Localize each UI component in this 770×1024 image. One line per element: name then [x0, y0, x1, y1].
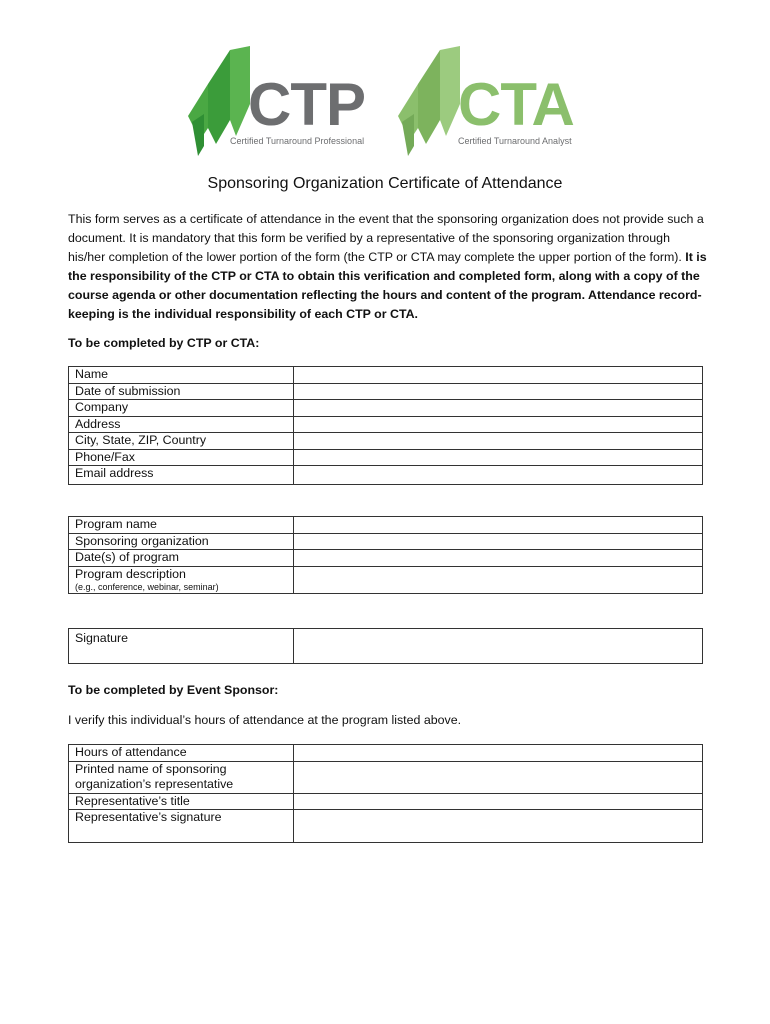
table-row — [69, 449, 703, 466]
program-description-note: (e.g., conference, webinar, seminar) — [75, 582, 219, 592]
ctp-logo — [186, 44, 381, 156]
intro-bold-text: It is the responsibility of the CTP or CTA to obtain this verification and completed form, along with a copy of the course agenda or other documentation reflecting the hours and content of the program. Attendance record-keeping is the individual responsibility of each CTP or CTA. — [68, 250, 707, 321]
field-label-sponsoring-organization: Sponsoring organization — [69, 533, 294, 550]
section-ctp-label: To be completed by CTP or CTA: — [68, 336, 260, 350]
section-sponsor-label: To be completed by Event Sponsor: — [68, 683, 279, 697]
page-title: Sponsoring Organization Certificate of Attendance — [207, 175, 563, 192]
field-input-sponsoring-organization[interactable] — [294, 533, 703, 550]
field-input-phone-fax[interactable] — [294, 449, 703, 466]
signature-table — [68, 628, 703, 664]
table-row — [69, 416, 703, 433]
field-input-signature[interactable] — [294, 629, 703, 664]
table-row — [69, 533, 703, 550]
field-label-date-of-submission: Date of submission — [69, 383, 294, 400]
printed-name-line-1: Printed name of sponsoring — [75, 761, 227, 776]
field-label-program-description — [69, 566, 294, 594]
verify-statement: I verify this individual’s hours of attendance at the program listed above. — [68, 713, 462, 727]
intro-plain-text: This form serves as a certificate of attendance in the event that the sponsoring organization does not provide such a document. It is mandatory that this form be verified by a representative of the sponsoring organization through his/her completion of the lower portion of the form (the CTP or CTA may complete the upper portion of the form). — [68, 212, 704, 264]
field-label-representative-title: Representative’s title — [69, 793, 294, 810]
field-input-email[interactable] — [294, 466, 703, 485]
ctp-logo-word: CTP — [248, 71, 365, 138]
field-label-company: Company — [69, 400, 294, 417]
table-row — [69, 629, 703, 664]
field-input-printed-name[interactable] — [294, 761, 703, 793]
intro-paragraph — [68, 210, 708, 324]
field-label-dates-of-program: Date(s) of program — [69, 550, 294, 567]
field-label-city-state-zip: City, State, ZIP, Country — [69, 433, 294, 450]
field-label-program-name: Program name — [69, 517, 294, 534]
field-label-printed-name — [69, 761, 294, 793]
field-input-program-description[interactable] — [294, 566, 703, 594]
table-row — [69, 550, 703, 567]
field-input-name[interactable] — [294, 367, 703, 384]
table-row — [69, 793, 703, 810]
cta-logo-subtitle: Certified Turnaround Analyst — [458, 136, 572, 146]
table-row — [69, 810, 703, 843]
table-row — [69, 367, 703, 384]
cta-stripes-icon — [396, 44, 466, 156]
field-input-representative-title[interactable] — [294, 793, 703, 810]
field-label-email: Email address — [69, 466, 294, 485]
field-label-representative-signature: Representative’s signature — [69, 810, 294, 843]
cta-logo-word: CTA — [458, 71, 574, 138]
table-row — [69, 745, 703, 762]
field-input-hours-of-attendance[interactable] — [294, 745, 703, 762]
cta-logo — [396, 44, 591, 156]
field-input-date-of-submission[interactable] — [294, 383, 703, 400]
table-row — [69, 383, 703, 400]
field-input-company[interactable] — [294, 400, 703, 417]
field-input-city-state-zip[interactable] — [294, 433, 703, 450]
field-label-signature: Signature — [69, 629, 294, 664]
program-description-label: Program description — [75, 566, 186, 581]
field-input-representative-signature[interactable] — [294, 810, 703, 843]
printed-name-line-2: organization’s representative — [75, 777, 234, 791]
field-input-dates-of-program[interactable] — [294, 550, 703, 567]
table-row — [69, 400, 703, 417]
program-info-table — [68, 516, 703, 594]
attendee-info-table — [68, 366, 703, 485]
table-row — [69, 761, 703, 793]
field-input-address[interactable] — [294, 416, 703, 433]
field-label-name: Name — [69, 367, 294, 384]
table-row — [69, 433, 703, 450]
field-label-address: Address — [69, 416, 294, 433]
field-label-hours-of-attendance: Hours of attendance — [69, 745, 294, 762]
table-row — [69, 466, 703, 485]
table-row — [69, 566, 703, 594]
table-row — [69, 517, 703, 534]
ctp-logo-subtitle: Certified Turnaround Professional — [230, 136, 365, 146]
field-input-program-name[interactable] — [294, 517, 703, 534]
field-label-phone-fax: Phone/Fax — [69, 449, 294, 466]
sponsor-verification-table — [68, 744, 703, 843]
